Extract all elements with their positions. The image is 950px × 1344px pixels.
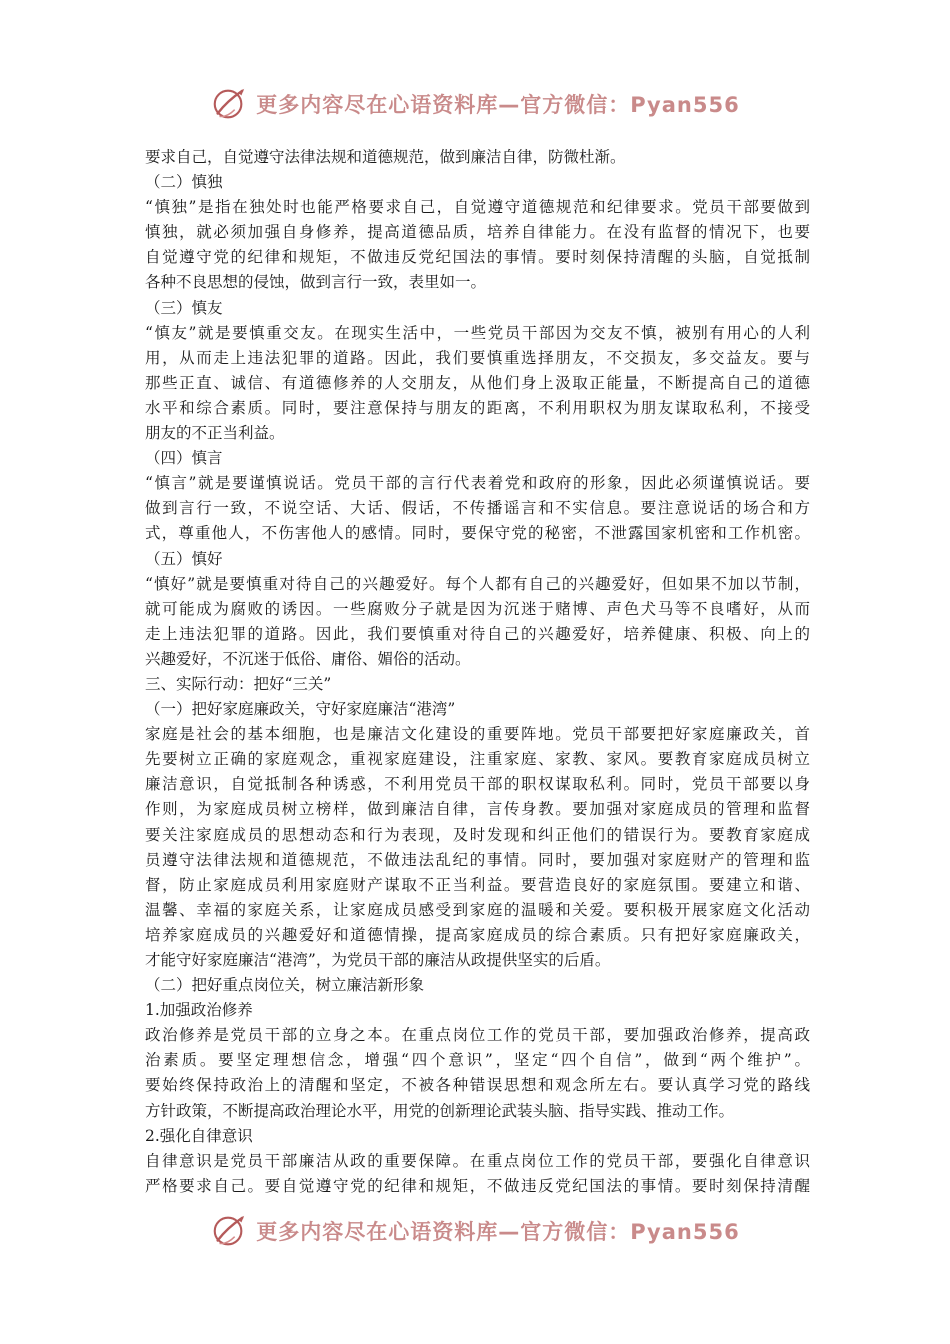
document-body: [145, 145, 810, 1199]
text-line: 水平和综合素质。同时，要注意保持与朋友的距离，不利用职权为朋友谋取私利，不接受: [145, 398, 810, 417]
text-line: 严格要求自己。要自觉遵守党的纪律和规矩，不做违反党纪国法的事情。要时刻保持清醒: [145, 1176, 810, 1195]
text-line: 2.强化自律意识: [145, 1126, 253, 1145]
text-line: 治素质。要坚定理想信念，增强“四个意识”，坚定“四个自信”，做到“两个维护”。: [145, 1051, 810, 1070]
text-line: “慎好”就是要慎重对待自己的兴趣爱好。每个人都有自己的兴趣爱好，但如果不加以节制，: [145, 574, 810, 593]
text-line: 1.加强政治修养: [145, 1001, 253, 1020]
text-line: （二）慎独: [145, 173, 223, 192]
pen-logo-icon: [210, 85, 248, 123]
text-line: 培养家庭成员的兴趣爱好和道德情操，提高家庭成员的综合素质。只有把好家庭廉政关，: [145, 925, 810, 944]
text-line: “慎友”就是要慎重交友。在现实生活中，一些党员干部因为交友不慎，被别有用心的人利: [145, 323, 810, 342]
text-line: “慎独”是指在独处时也能严格要求自己，自觉遵守道德规范和纪律要求。党员干部要做到: [145, 198, 810, 217]
text-line: 自觉遵守党的纪律和规矩，不做违反党纪国法的事情。要时刻保持清醒的头脑，自觉抵制: [145, 248, 810, 267]
text-line: 督，防止家庭成员利用家庭财产谋取不正当利益。要营造良好的家庭氛围。要建立和谐、: [145, 875, 810, 894]
text-line: 先要树立正确的家庭观念，重视家庭建设，注重家庭、家教、家风。要教育家庭成员树立: [145, 750, 810, 769]
text-line: 要关注家庭成员的思想动态和行为表现，及时发现和纠正他们的错误行为。要教育家庭成: [145, 825, 810, 844]
footer-banner: [0, 1209, 950, 1253]
text-line: 自律意识是党员干部廉洁从政的重要保障。在重点岗位工作的党员干部，要强化自律意识: [145, 1151, 810, 1170]
text-line: 温馨、幸福的家庭关系，让家庭成员感受到家庭的温暖和关爱。要积极开展家庭文化活动: [145, 900, 810, 919]
text-line: 朋友的不正当利益。: [145, 424, 285, 443]
text-line: （四）慎言: [145, 449, 223, 468]
text-line: （三）慎友: [145, 298, 223, 317]
text-line: 要求自己，自觉遵守法律法规和道德规范，做到廉洁自律，防微杜渐。: [145, 148, 626, 166]
header-banner-text: 更多内容尽在心语资料库—官方微信：Pyan556: [256, 93, 740, 117]
text-line: （二）把好重点岗位关，树立廉洁新形象: [145, 976, 425, 995]
text-line: （五）慎好: [145, 549, 223, 568]
text-line: 要始终保持政治上的清醒和坚定，不被各种错误思想和观念所左右。要认真学习党的路线: [145, 1076, 810, 1095]
text-line: 家庭是社会的基本细胞，也是廉洁文化建设的重要阵地。党员干部要把好家庭廉政关，首: [145, 725, 810, 744]
text-line: （一）把好家庭廉政关，守好家庭廉洁“港湾”: [145, 700, 456, 719]
text-line: 才能守好家庭廉洁“港湾”，为党员干部的廉洁从政提供坚实的后盾。: [145, 951, 611, 969]
text-line: 三、实际行动：把好“三关”: [145, 674, 332, 693]
header-banner: [0, 82, 950, 126]
text-line: 走上违法犯罪的道路。因此，我们要慎重对待自己的兴趣爱好，培养健康、积极、向上的: [145, 624, 810, 643]
footer-banner-text: 更多内容尽在心语资料库—官方微信：Pyan556: [256, 1220, 740, 1244]
text-line: 各种不良思想的侵蚀，做到言行一致，表里如一。: [145, 273, 487, 292]
text-line: 廉洁意识，自觉抵制各种诱惑，不利用党员干部的职权谋取私利。同时，党员干部要以身: [145, 775, 810, 794]
text-line: 那些正直、诚信、有道德修养的人交朋友，从他们身上汲取正能量，不断提高自己的道德: [145, 373, 810, 392]
text-line: 式，尊重他人，不伤害他人的感情。同时，要保守党的秘密，不泄露国家机密和工作机密。: [145, 524, 810, 543]
pen-logo-icon: [210, 1212, 248, 1250]
text-line: 兴趣爱好，不沉迷于低俗、庸俗、媚俗的活动。: [145, 649, 471, 668]
text-line: 做到言行一致，不说空话、大话、假话，不传播谣言和不实信息。要注意说话的场合和方: [145, 499, 810, 518]
text-line: 方针政策，不断提高政治理论水平，用党的创新理论武装头脑、指导实践、推动工作。: [145, 1101, 735, 1120]
text-line: 作则，为家庭成员树立榜样，做到廉洁自律，言传身教。要加强对家庭成员的管理和监督: [145, 800, 810, 819]
text-line: 员遵守法律法规和道德规范，不做违法乱纪的事情。同时，要加强对家庭财产的管理和监: [145, 850, 810, 869]
text-line: 就可能成为腐败的诱因。一些腐败分子就是因为沉迷于赌博、声色犬马等不良嗜好，从而: [145, 599, 810, 618]
text-line: “慎言”就是要谨慎说话。党员干部的言行代表着党和政府的形象，因此必须谨慎说话。要: [145, 474, 810, 493]
text-line: 用，从而走上违法犯罪的道路。因此，我们要慎重选择朋友，不交损友，多交益友。要与: [145, 348, 810, 367]
text-line: 慎独，就必须加强自身修养，提高道德品质，培养自律能力。在没有监督的情况下，也要: [145, 223, 810, 242]
text-line: 政治修养是党员干部的立身之本。在重点岗位工作的党员干部，要加强政治修养，提高政: [145, 1026, 810, 1045]
